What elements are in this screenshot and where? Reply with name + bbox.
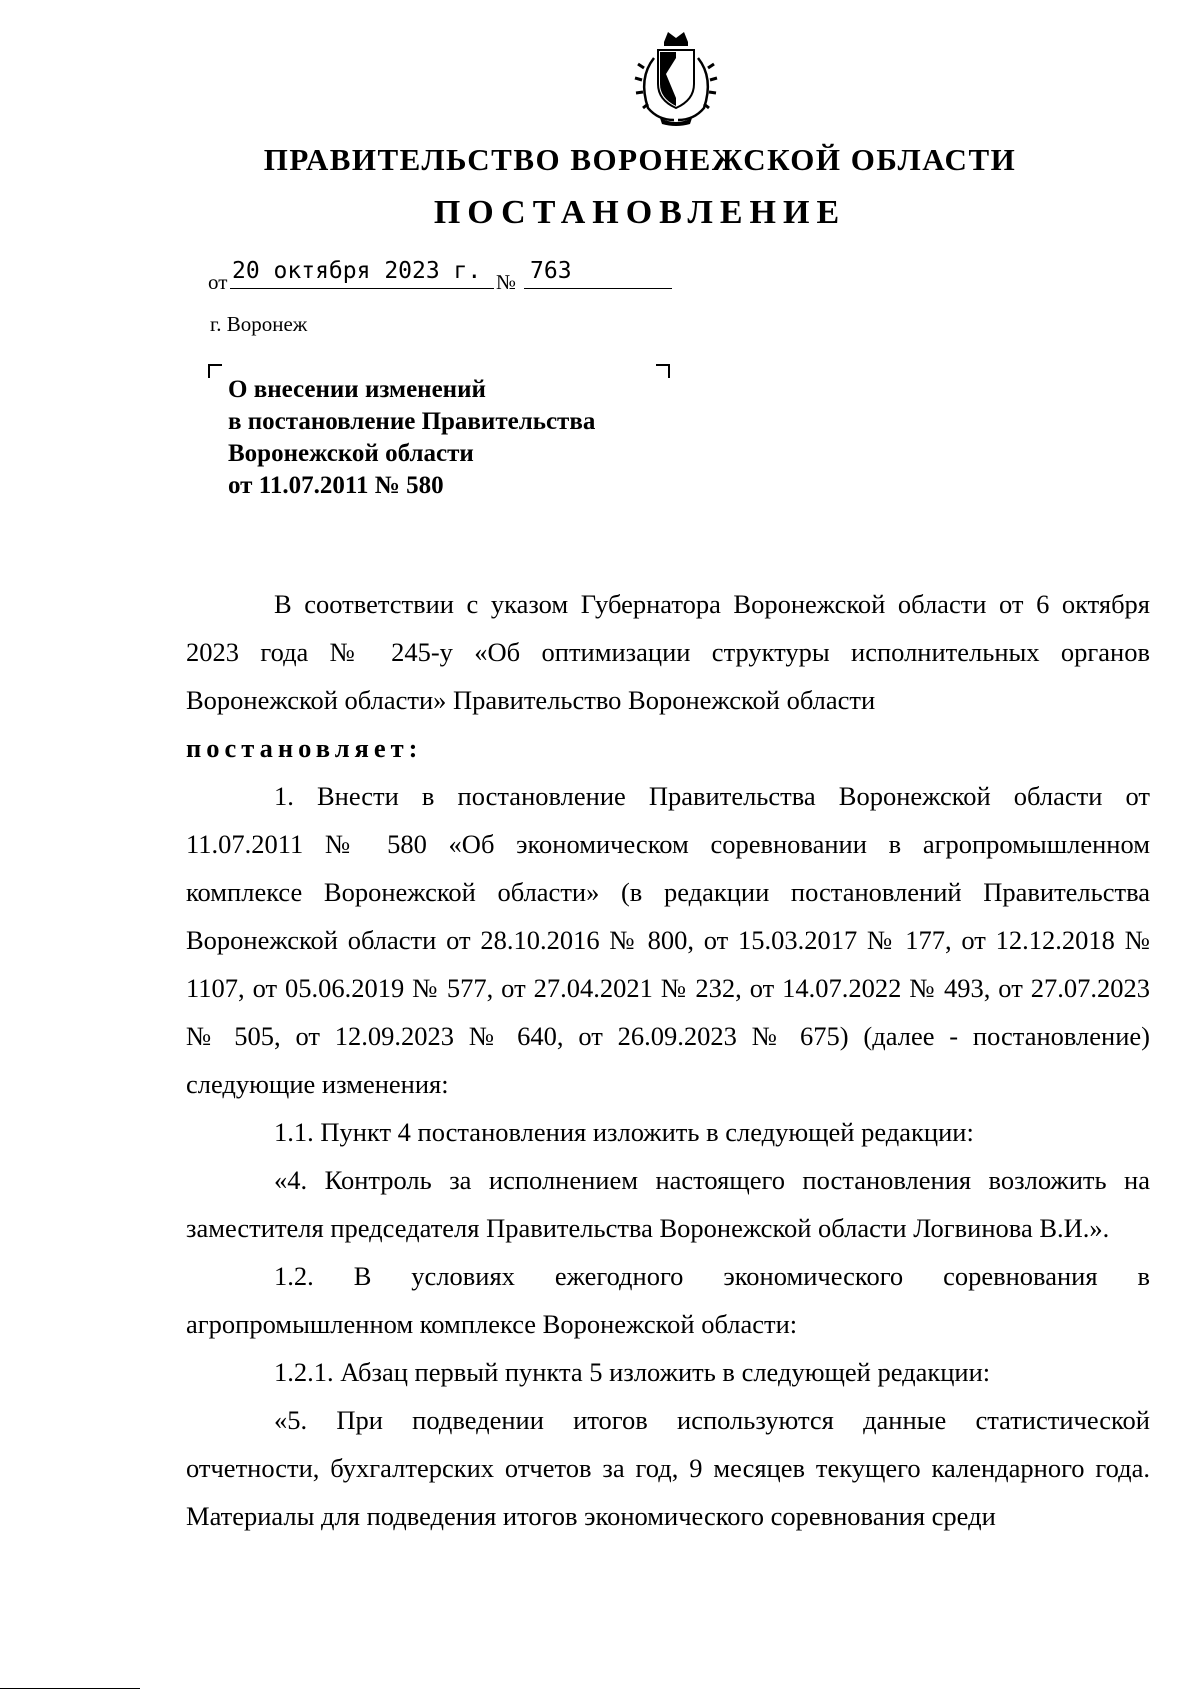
subject-line: в постановление Правительства (228, 408, 596, 435)
number-underline (524, 288, 672, 289)
number-value: 763 (530, 258, 572, 284)
footer-divider (0, 1688, 140, 1689)
government-name: ПРАВИТЕЛЬСТВО ВОРОНЕЖСКОЙ ОБЛАСТИ (263, 142, 1017, 177)
date-underline (230, 288, 494, 289)
city-name: г. Воронеж (210, 312, 308, 336)
subject-block (228, 374, 595, 502)
subject-bracket-right (656, 364, 670, 378)
paragraph-1-2-1: 1.2.1. Абзац первый пункта 5 изложить в следующей редакции: (274, 1357, 991, 1387)
date-number-line (208, 258, 678, 292)
number-prefix: № (496, 270, 517, 294)
paragraph-1-2-1-text: «5. При подведении итогов используются данные статистической отчетности, бухгалтерских отчетов за год, 9 месяцев текущего календарного года. Материалы для подведения итогов экономического соревнования среди (186, 1405, 1150, 1531)
paragraph-1-1: 1.1. Пункт 4 постановления изложить в следующей редакции: (274, 1117, 974, 1147)
subject-line: Воронежской области (228, 440, 474, 467)
coat-of-arms-emblem (630, 28, 722, 128)
paragraph-1: 1. Внести в постановление Правительства Воронежской области от 11.07.2011 № 580 «Об экономическом соревновании в агропромышленном комплексе Воронежской области» (в редакции постановлений Правительства Воронежской области от 28.10.2016 № 800, от 15.03.2017 № 177, от 12.12.2018 № 1107, от 05.06.2019 № 577, от 27.04.2021 № 232, от 14.07.2022 № 493, от 27.07.2023 № 505, от 12.09.2023 № 640, от 26.09.2023 № 675) (далее - постановление) следующие изменения: (186, 781, 1150, 1099)
subject-line: О внесении изменений (228, 376, 486, 403)
subject-bracket-left (208, 364, 222, 378)
document-body (186, 580, 1150, 1540)
paragraph-1-2: 1.2. В условиях ежегодного экономического соревнования в агропромышленном комплексе Воронежской области: (186, 1261, 1150, 1339)
paragraph-1-1-text: «4. Контроль за исполнением настоящего постановления возложить на заместителя председателя Правительства Воронежской области Логвинова В.И.». (186, 1165, 1150, 1243)
resolves-word: постановляет: (186, 733, 423, 763)
subject-line: от 11.07.2011 № 580 (228, 472, 444, 499)
document-type-title: ПОСТАНОВЛЕНИЕ (433, 194, 847, 231)
date-value: 20 октября 2023 г. (232, 258, 482, 284)
preamble-paragraph: В соответствии с указом Губернатора Воронежской области от 6 октября 2023 года № 245-у «Об оптимизации структуры исполнительных органов Воронежской области» Правительство Воронежской области (186, 589, 1150, 715)
date-prefix: от (208, 270, 228, 294)
